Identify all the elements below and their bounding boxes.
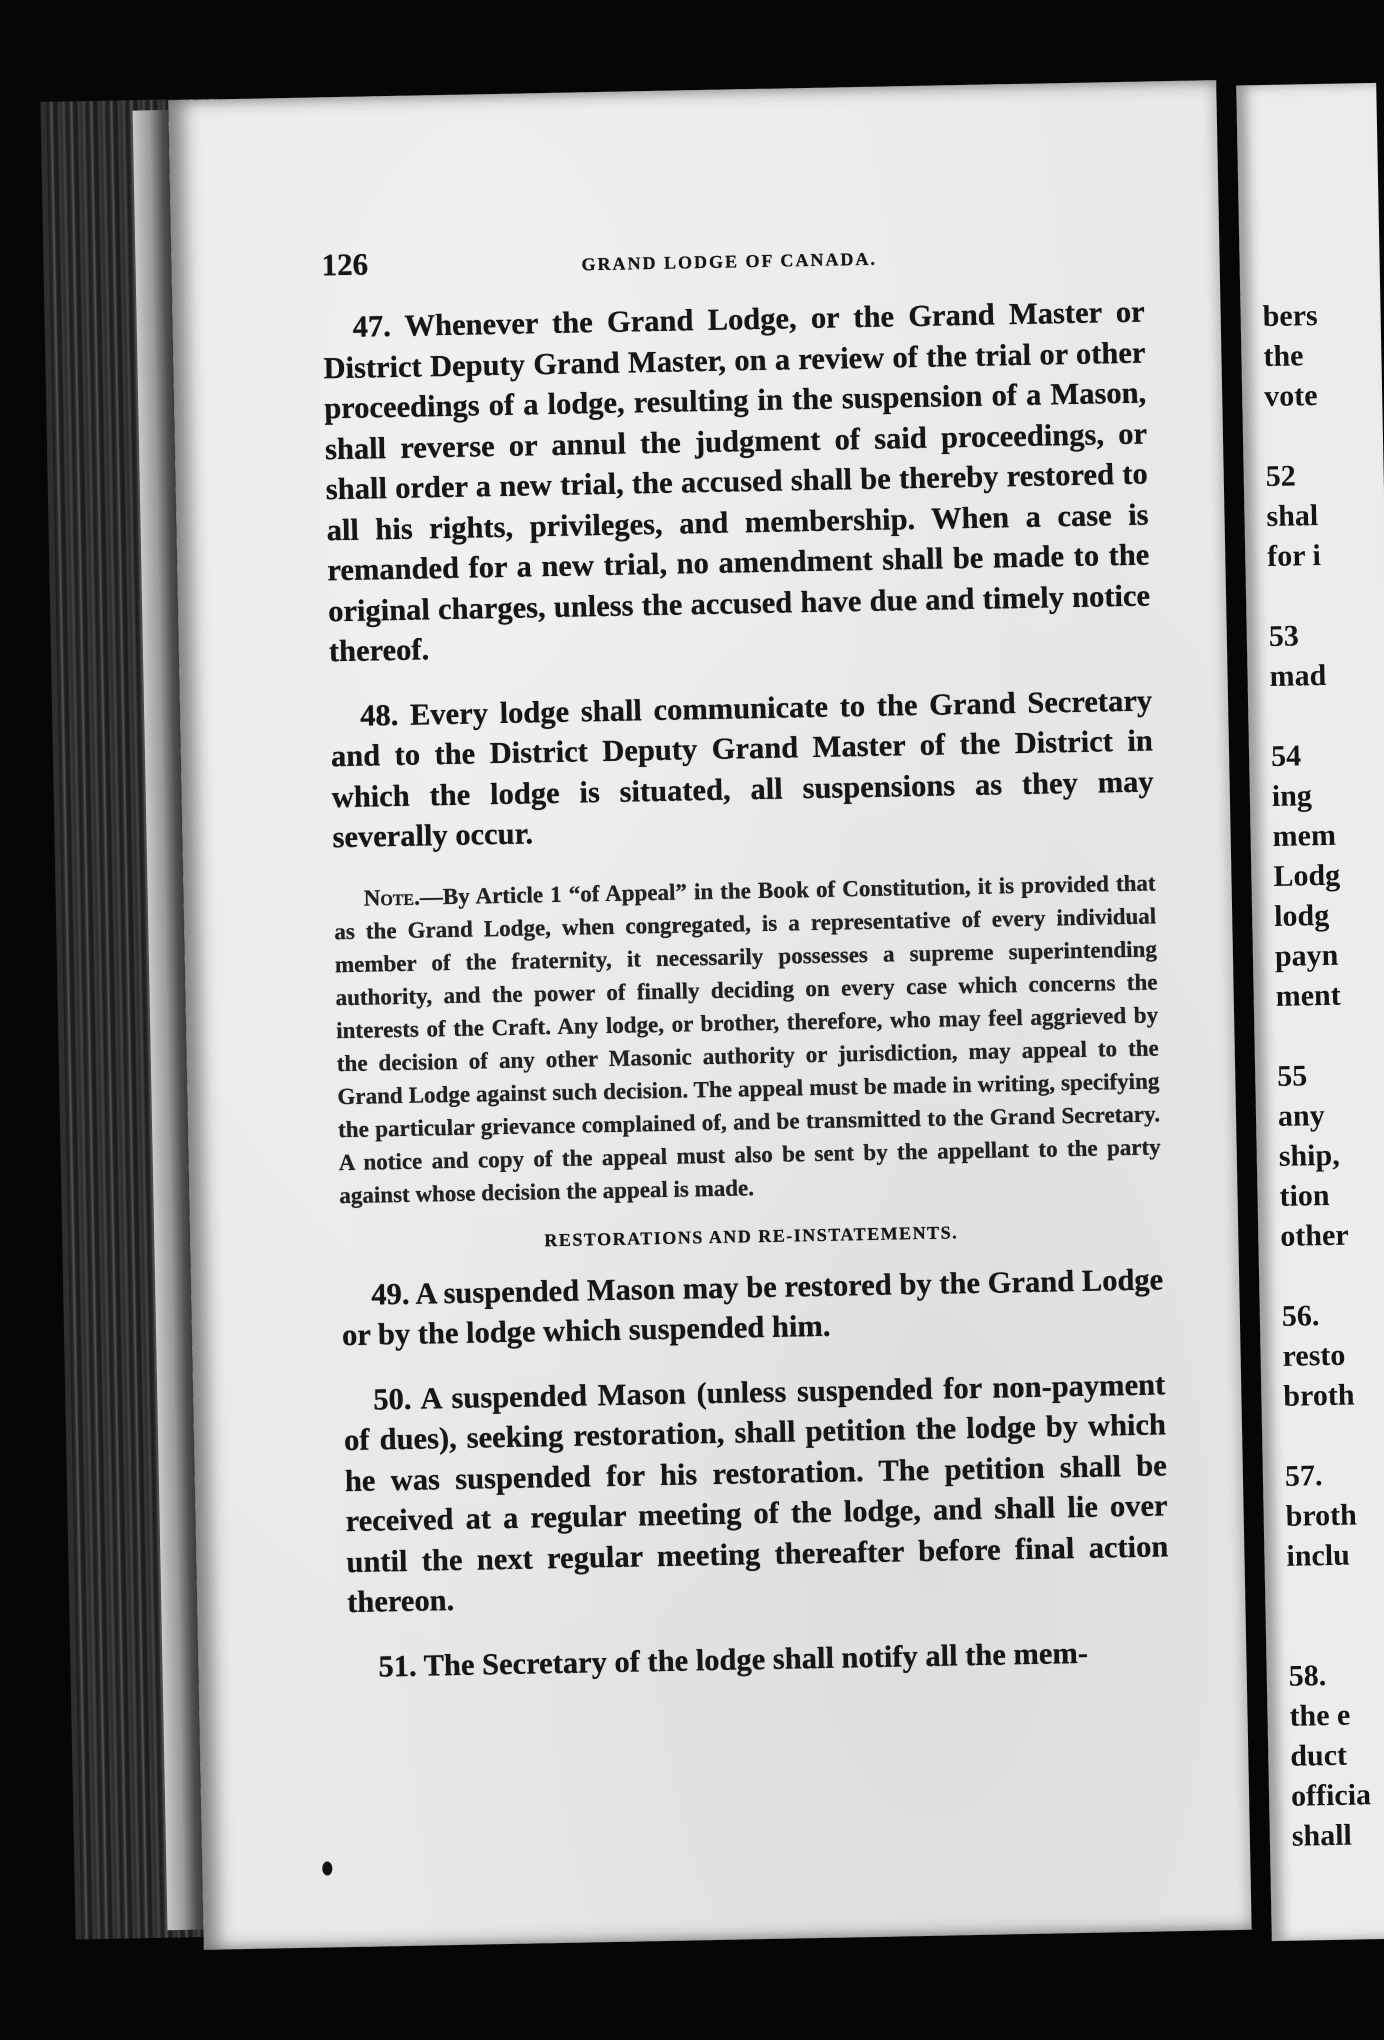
facing-page-line: mem xyxy=(1272,818,1337,853)
facing-page-line: shall xyxy=(1291,1818,1353,1853)
facing-page-line: officia xyxy=(1290,1778,1372,1813)
book-page xyxy=(168,80,1251,1950)
facing-page-line: the xyxy=(1263,339,1304,374)
facing-page-line: 56. xyxy=(1281,1299,1320,1333)
paragraph-51 xyxy=(348,1631,1171,1687)
facing-page-line xyxy=(1276,1014,1384,1057)
facing-page-line: 53 xyxy=(1268,619,1300,653)
facing-page-line xyxy=(1265,414,1384,457)
facing-page-line: ment xyxy=(1275,978,1341,1013)
paragraph-text: A suspended Mason may be restored by the Grand Lodge or by the lodge which suspended him. xyxy=(341,1261,1164,1353)
facing-page-text xyxy=(1262,294,1384,1856)
facing-page-line: ing xyxy=(1271,779,1313,813)
facing-page-line: 58. xyxy=(1288,1659,1327,1693)
facing-page-line: ship, xyxy=(1278,1138,1340,1173)
facing-page-line: mad xyxy=(1269,658,1327,693)
facing-page-line: tion xyxy=(1279,1178,1330,1213)
facing-page-line: 57. xyxy=(1284,1459,1323,1493)
paragraph-47 xyxy=(322,292,1151,672)
paragraph-number: 50. xyxy=(372,1381,412,1417)
paragraph-49 xyxy=(341,1259,1164,1356)
facing-page-line: 52 xyxy=(1265,459,1297,494)
facing-page-line: lodg xyxy=(1273,898,1330,933)
facing-page-line xyxy=(1284,1414,1384,1457)
facing-page-line: for i xyxy=(1266,538,1322,574)
facing-page-line: other xyxy=(1279,1218,1349,1253)
paragraph-text: The Secretary of the lodge shall notify all the mem- xyxy=(423,1635,1089,1683)
facing-page-line xyxy=(1287,1574,1384,1617)
facing-page-line: bers xyxy=(1262,298,1318,334)
facing-page-line: vote xyxy=(1263,379,1318,414)
facing-page-line xyxy=(1288,1614,1384,1657)
note-text: —By Article 1 “of Appeal” in the Book of Constitution, it is provided that as the Grand Lodge, when congregated, is a representative of every individual member of the fraternity, it necessarily possesses a supreme superintending authority, and the power of finally deciding on every case which concerns the interests of the Craft. Any lodge, or brother, therefore, who may feel aggrieved by the decision of any other Masonic authority or jurisdiction, may appeal to the Grand Lodge against such decision. The appeal must be made in writing, specifying the particular grievance complained of, and be transmitted to the Grand Secretary. A notice and copy of the appeal must also be sent by the appellant to the party against whose decision the appeal is made. xyxy=(334,869,1161,1208)
facing-page-line: Lodg xyxy=(1273,858,1341,893)
paragraph-48 xyxy=(330,680,1155,858)
facing-page-line xyxy=(1270,694,1384,737)
page-number: 126 xyxy=(321,246,369,283)
ink-speck xyxy=(322,1861,332,1875)
paragraph-number: 49. xyxy=(370,1276,410,1312)
facing-page-line: inclu xyxy=(1286,1538,1351,1573)
running-title: GRAND LODGE OF CANADA. xyxy=(581,248,878,275)
facing-page-line: shal xyxy=(1266,499,1319,534)
facing-page-line xyxy=(1281,1254,1384,1297)
paragraph-number: 48. xyxy=(359,697,399,733)
paragraph-text: Whenever the Grand Lodge, or the Grand Master or District Deputy Grand Master, on a review of the trial or other proceedings of a lodge, resulting in the suspension of a Mason, shall reverse or annul the judgment of said proceedings, or shall order a new trial, the accused shall be thereby restored to all his rights, privileges, and membership. When a case is remanded for a new trial, no amendment shall be made to the original charges, unless the accused have due and timely notice thereof. xyxy=(323,294,1151,669)
paragraph-text: Every lodge shall communicate to the Grand Secretary and to the District Deputy Grand Master of the District in which the lodge is situated, all suspensions as they may severally occur. xyxy=(330,682,1154,855)
paragraph-number: 51. xyxy=(378,1648,417,1683)
section-heading: RESTORATIONS AND RE-INSTATEMENTS. xyxy=(544,1221,959,1250)
note-paragraph xyxy=(333,866,1161,1212)
paragraph-50 xyxy=(343,1364,1170,1623)
page-text xyxy=(321,232,1171,1712)
facing-page-line: 55 xyxy=(1276,1059,1308,1093)
facing-page-line: 54 xyxy=(1270,739,1302,773)
facing-page-line: any xyxy=(1277,1099,1325,1133)
note-label: Note. xyxy=(363,884,421,911)
facing-page-line: payn xyxy=(1274,938,1339,973)
facing-page-line xyxy=(1268,574,1384,617)
facing-page-line: duct xyxy=(1289,1738,1348,1773)
facing-page-line: the e xyxy=(1289,1698,1351,1733)
paragraph-number: 47. xyxy=(352,309,392,344)
facing-page-line: resto xyxy=(1282,1338,1346,1373)
paragraph-text: A suspended Mason (unless suspended for non-payment of dues), seeking restoration, shall petition the lodge by which he was suspended for his restoration. The petition shall be received at a regular meeting of the lodge, and shall lie over until the next regular meeting thereafter before final action thereon. xyxy=(343,1366,1169,1620)
facing-page-line: broth xyxy=(1283,1378,1355,1413)
facing-page-line: broth xyxy=(1285,1498,1358,1533)
